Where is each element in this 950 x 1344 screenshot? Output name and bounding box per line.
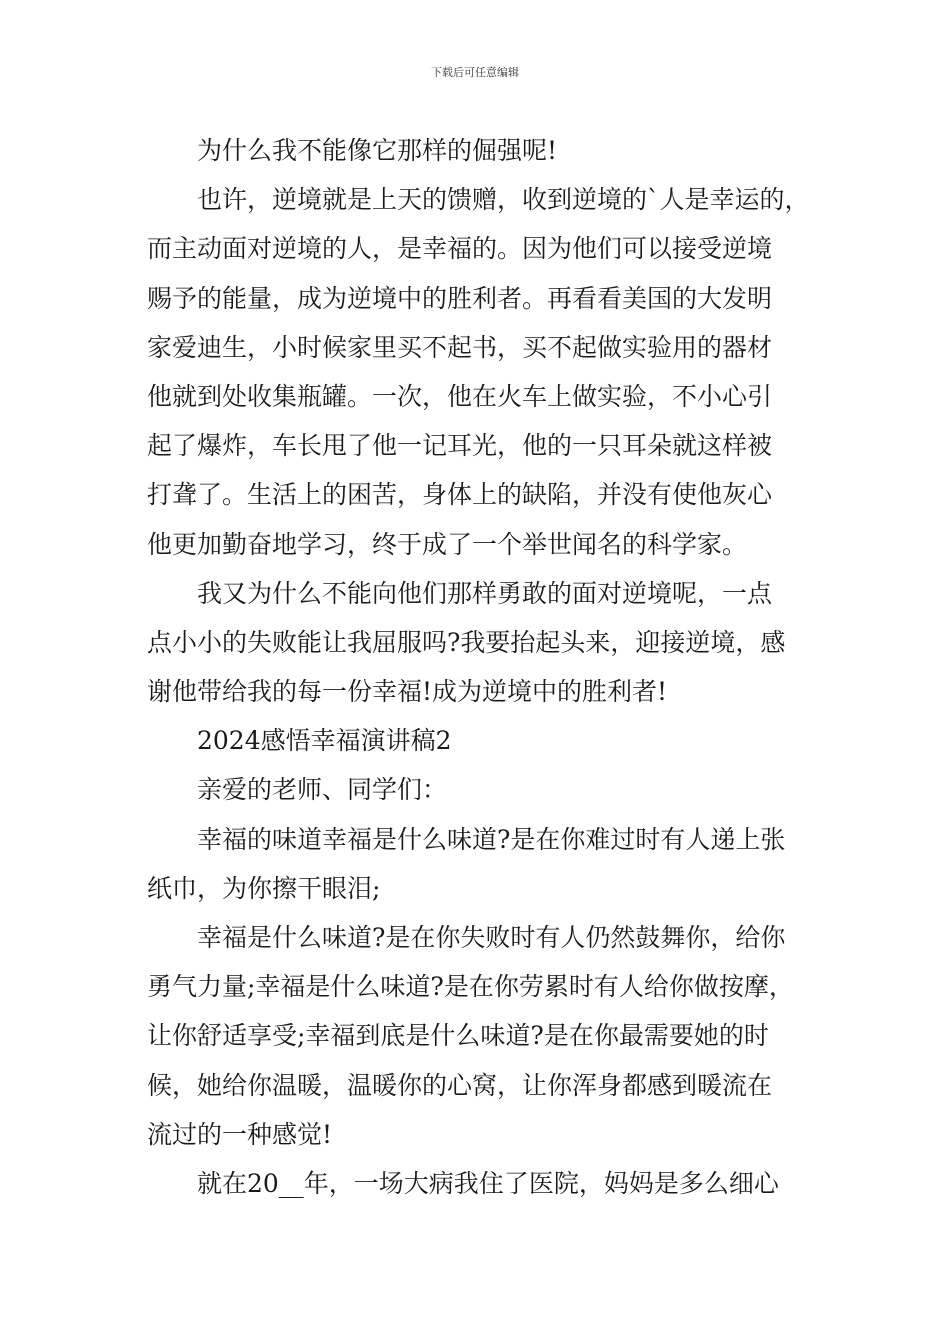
text-line: 为什么我不能像它那样的倔强呢! xyxy=(197,136,558,165)
text-line: 他更加勤奋地学习，终于成了一个举世闻名的科学家。 xyxy=(147,529,748,559)
text-line: 家爱迪生，小时候家里买不起书，买不起做实验用的器材 xyxy=(147,332,773,362)
text-line: 他就到处收集瓶罐。一次，他在火车上做实验，不小心引 xyxy=(147,381,773,411)
body-text xyxy=(147,126,812,1208)
salutation: 亲爱的老师、同学们： xyxy=(197,775,448,805)
text-line: 打聋了。生活上的困苦，身体上的缺陷，并没有使他灰心 xyxy=(147,480,773,510)
section-title: 2024感悟幸福演讲稿2 xyxy=(197,726,452,756)
text-line: 而主动面对逆境的人，是幸福的。因为他们可以接受逆境 xyxy=(147,234,773,264)
text-line: 赐予的能量，成为逆境中的胜利者。再看看美国的大发明 xyxy=(147,283,773,313)
text-line: 谢他带给我的每一份幸福!成为逆境中的胜利者! xyxy=(147,677,668,707)
text-line: 也许，逆境就是上天的馈赠，收到逆境的`人是幸运的， xyxy=(197,185,810,215)
text-line: 就在20__年，一场大病我住了医院，妈妈是多么细心 xyxy=(197,1168,779,1198)
text-line: 我又为什么不能向他们那样勇敢的面对逆境呢，一点 xyxy=(197,578,773,608)
text-line: 流过的一种感觉! xyxy=(147,1119,333,1149)
text-line: 幸福是什么味道?是在你失败时有人仍然鼓舞你，给你 xyxy=(197,923,786,952)
text-line: 幸福的味道幸福是什么味道?是在你难过时有人递上张 xyxy=(197,824,786,854)
text-line: 起了爆炸，车长甩了他一记耳光，他的一只耳朵就这样被 xyxy=(147,431,773,461)
text-line: 让你舒适享受;幸福到底是什么味道?是在你最需要她的时 xyxy=(147,1021,769,1051)
text-line: 候，她给你温暖，温暖你的心窝，让你浑身都感到暖流在 xyxy=(147,1070,773,1100)
text-line: 纸巾，为你擦干眼泪; xyxy=(147,873,381,903)
text-line: 勇气力量;幸福是什么味道?是在你劳累时有人给你做按摩， xyxy=(147,972,794,1002)
text-line: 点小小的失败能让我屈服吗?我要抬起头来，迎接逆境，感 xyxy=(147,627,786,657)
page-header: 下载后可任意编辑 xyxy=(431,66,519,79)
